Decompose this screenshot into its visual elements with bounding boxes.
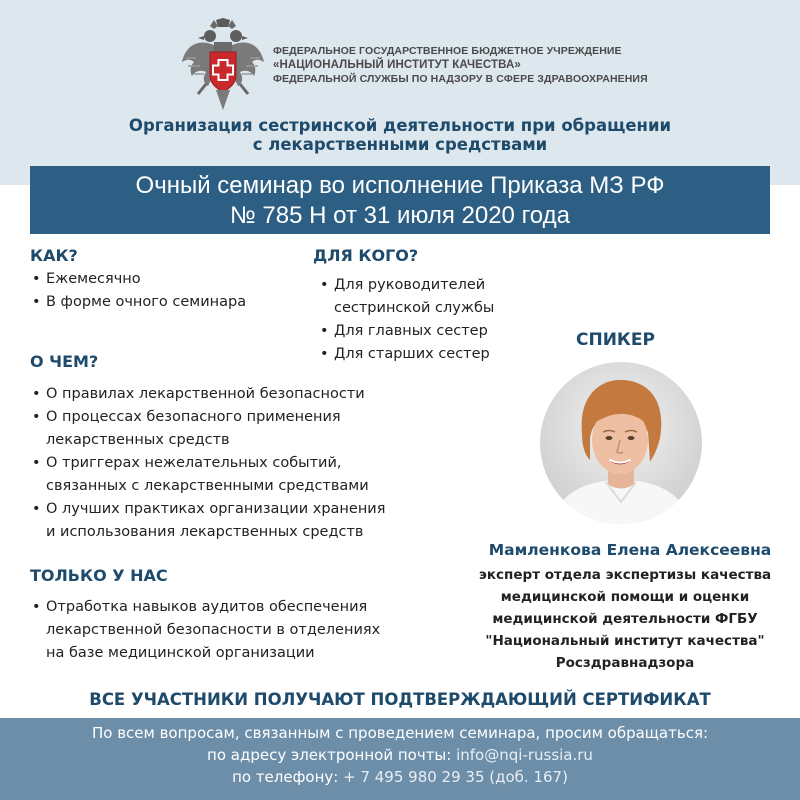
about-list — [30, 383, 460, 544]
speaker-photo — [540, 362, 702, 524]
speaker-heading: СПИКЕР — [576, 330, 655, 350]
for-whom-heading: ДЛЯ КОГО? — [313, 246, 419, 265]
phone-label: по телефону: — [232, 768, 344, 786]
list-item: • В форме очного семинара — [30, 291, 320, 314]
list-item: • О лучших практиках организации хранения и использования лекарственных средств — [30, 498, 460, 544]
list-item: • Для старших сестер — [318, 343, 558, 366]
banner-line-1: Очный семинар во исполнение Приказа МЗ РФ — [135, 172, 665, 199]
list-item: • Ежемесячно — [30, 268, 320, 291]
phone-link[interactable]: + 7 495 980 29 35 (доб. 167) — [343, 768, 568, 786]
list-item: • Отработка навыков аудитов обеспечения лекарственной безопасности в отделениях на базе медицинской организации — [30, 596, 460, 665]
email-label: по адресу электронной почты: — [207, 746, 457, 764]
list-item: • Для руководителей сестринской службы — [318, 274, 558, 320]
only-us-list — [30, 596, 460, 665]
institution-line-3: ФЕДЕРАЛЬНОЙ СЛУЖБЫ ПО НАДЗОРУ В СФЕРЕ ЗДРАВООХРАНЕНИЯ — [273, 73, 648, 85]
double-headed-eagle-emblem-icon — [180, 18, 266, 114]
list-item: • О триггерах нежелательных событий, связанных с лекарственными средствами — [30, 452, 460, 498]
contact-footer — [0, 718, 800, 800]
institution-line-2: «НАЦИОНАЛЬНЫЙ ИНСТИТУТ КАЧЕСТВА» — [273, 59, 521, 71]
institution-line-1: ФЕДЕРАЛЬНОЕ ГОСУДАРСТВЕННОЕ БЮДЖЕТНОЕ УЧРЕЖДЕНИЕ — [273, 45, 622, 57]
institution-name — [273, 44, 653, 86]
list-item: • Для главных сестер — [318, 320, 558, 343]
speaker-name: Мамленкова Елена Алексеевна — [488, 541, 772, 559]
certificate-notice: ВСЕ УЧАСТНИКИ ПОЛУЧАЮТ ПОДТВЕРЖДАЮЩИЙ СЕРТИФИКАТ — [89, 690, 711, 709]
how-heading: КАК? — [30, 246, 78, 265]
header-band — [0, 0, 800, 185]
subtitle-line-2: с лекарственными средствами — [252, 135, 548, 154]
seminar-subtitle — [60, 116, 740, 154]
email-link[interactable]: info@nqi-russia.ru — [456, 746, 593, 764]
subtitle-line-1: Организация сестринской деятельности при обращении — [128, 116, 672, 135]
only-us-heading: ТОЛЬКО У НАС — [30, 566, 168, 585]
footer-phone-row — [0, 766, 800, 788]
seminar-banner — [30, 166, 770, 234]
for-whom-list — [318, 274, 558, 366]
footer-email-row — [0, 744, 800, 766]
list-item: • О процессах безопасного применения лекарственных средств — [30, 406, 460, 452]
list-item: • О правилах лекарственной безопасности — [30, 383, 460, 406]
about-heading: О ЧЕМ? — [30, 352, 99, 371]
speaker-description: эксперт отдела экспертизы качества медицинской помощи и оценки медицинской деятельности ФГБУ "Национальный институт качества" Росздравнадзора — [478, 567, 772, 671]
footer-line-1: По всем вопросам, связанным с проведением семинара, просим обращаться: — [91, 724, 709, 742]
how-list — [30, 268, 320, 314]
banner-line-2: № 785 Н от 31 июля 2020 года — [230, 202, 570, 229]
